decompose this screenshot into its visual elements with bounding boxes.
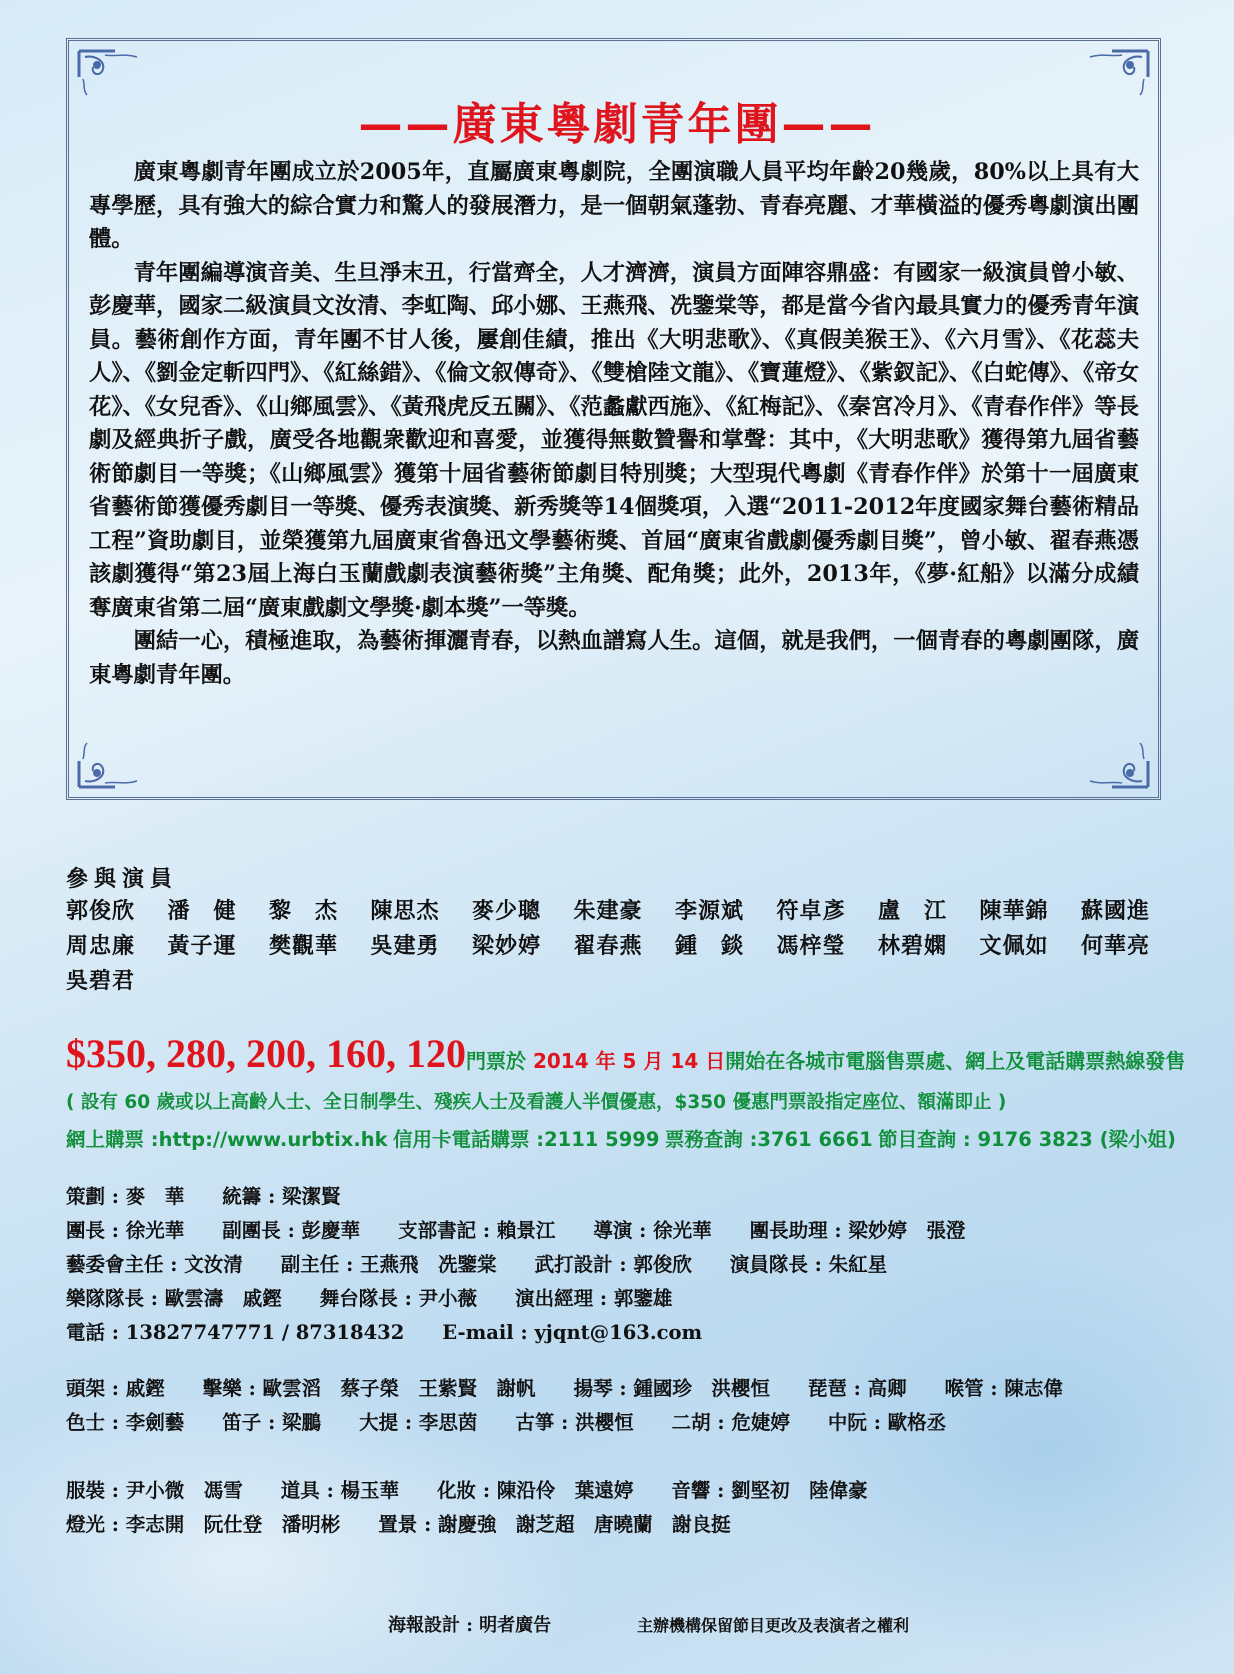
credit-row — [66, 1180, 1176, 1214]
credit-item: 揚琴 : 鍾國珍 洪櫻恒 — [573, 1377, 770, 1400]
credit-item: 色士 : 李劍藝 — [66, 1411, 185, 1434]
credit-item: 舞台隊長 : 尹小薇 — [319, 1287, 478, 1310]
cast-list — [66, 896, 1176, 996]
credit-item: 燈光 : 李志開 阮仕登 潘明彬 — [66, 1513, 341, 1536]
credit-item: 古箏 : 洪櫻恒 — [515, 1411, 634, 1434]
credit-item: 二胡 : 危婕婷 — [671, 1411, 790, 1434]
page-title: ——廣東粵劇青年團—— — [358, 99, 876, 150]
credit-item: 化妝 : 陳沿伶 葉遠婷 — [437, 1479, 634, 1502]
concession-note: ( 設有 60 歲或以上高齡人士、全日制學生、殘疾人士及看護人半價優惠，$350 優惠門票設指定座位、額滿即止 ) — [66, 1092, 1007, 1113]
credit-item: 大提 : 李思茵 — [359, 1411, 478, 1434]
credit-item: 樂隊隊長 : 歐雲濤 戚鏗 — [66, 1287, 282, 1310]
cast-member: 馮梓瑩 — [776, 933, 846, 959]
corner-ornament-icon — [75, 741, 145, 791]
credit-row — [66, 1214, 1176, 1248]
credits-management — [66, 1180, 1176, 1350]
ticket-prices: $350, 280, 200, 160, 120 — [66, 1031, 466, 1076]
credit-row — [66, 1282, 1176, 1316]
cast-member: 郭俊欣 — [66, 898, 136, 924]
credit-row — [66, 1316, 1176, 1350]
cast-member: 朱建豪 — [573, 898, 643, 924]
credit-item: 喉管 : 陳志偉 — [944, 1377, 1063, 1400]
credit-item: 導演 : 徐光華 — [593, 1219, 712, 1242]
ticket-enquiry: 票務查詢 :3761 6661 — [664, 1128, 873, 1151]
cast-member: 周忠廉 — [66, 933, 136, 959]
credit-item: 策劃 : 麥 華 — [66, 1185, 185, 1208]
corner-ornament-icon — [1082, 741, 1152, 791]
credit-item: 電話 : 13827747771 / 87318432 — [66, 1321, 405, 1344]
sale-suffix: 開始在各城市電腦售票處、網上及電話購票熱線發售 — [725, 1049, 1186, 1073]
credit-row — [66, 1508, 1176, 1542]
intro-text — [89, 156, 1139, 692]
cast-member: 蘇國進 — [1081, 898, 1151, 924]
credit-item: 笛子 : 梁鵬 — [222, 1411, 322, 1434]
cast-member: 麥少聰 — [472, 898, 542, 924]
cast-member: 何華亮 — [1081, 933, 1151, 959]
credits-stage — [66, 1474, 1176, 1542]
cast-member: 吳建勇 — [370, 933, 440, 959]
cast-member: 陳華錦 — [979, 898, 1049, 924]
ticket-contacts — [66, 1124, 1176, 1152]
credit-item: 置景 : 謝慶強 謝芝超 唐曉蘭 謝良挺 — [378, 1513, 731, 1536]
credit-item: 演出經理 : 郭鑒雄 — [515, 1287, 673, 1310]
credit-item: 音響 : 劉堅初 陸偉豪 — [671, 1479, 868, 1502]
cast-member: 盧 江 — [878, 898, 948, 924]
cast-member: 黎 杰 — [269, 898, 339, 924]
cast-member: 陳思杰 — [370, 898, 440, 924]
credit-item: 藝委會主任 : 文汝清 — [66, 1253, 243, 1276]
credit-row — [66, 1372, 1176, 1406]
cast-member: 李源斌 — [675, 898, 745, 924]
credit-item: 團長 : 徐光華 — [66, 1219, 185, 1242]
credit-item: 支部書記 : 賴景江 — [398, 1219, 556, 1242]
cast-member: 翟春燕 — [573, 933, 643, 959]
credit-item: 中阮 : 歐格丞 — [827, 1411, 947, 1434]
credit-item: 道具 : 楊玉華 — [280, 1479, 400, 1502]
poster-design-credit: 海報設計 : 明者廣告 — [388, 1615, 552, 1636]
cast-member: 文佩如 — [979, 933, 1049, 959]
credit-row — [66, 1406, 1176, 1440]
credit-row — [66, 1248, 1176, 1282]
credit-item: 擊樂 : 歐雲滔 蔡子榮 王紫賢 謝帆 — [202, 1377, 536, 1400]
sale-info — [466, 1045, 1185, 1074]
credit-item: 團長助理 : 梁妙婷 張澄 — [749, 1219, 966, 1242]
credit-item: 統籌 : 梁潔賢 — [222, 1185, 341, 1208]
intro-paragraph: 廣東粵劇青年團成立於2005年，直屬廣東粵劇院，全團演職人員平均年齡20幾歲，80%以上具有大專學歷，具有強大的綜合實力和驚人的發展潛力，是一個朝氣蓬勃、青春亮麗、才華橫溢的優秀粵劇演出團體。 — [89, 159, 1139, 252]
intro-paragraph: 團結一心，積極進取，為藝術揮灑青春，以熱血譜寫人生。這個，就是我們，一個青春的粵劇團隊，廣東粵劇青年團。 — [89, 628, 1139, 688]
cast-member: 符卓彥 — [776, 898, 846, 924]
credit-item: 服裝 : 尹小微 馮雪 — [66, 1479, 243, 1502]
cast-member: 黃子運 — [167, 933, 237, 959]
rights-notice: 主辦機構保留節目更改及表演者之權利 — [637, 1616, 910, 1635]
credit-item: E-mail : yjqnt@163.com — [442, 1321, 703, 1344]
credit-item: 琵琶 : 高卿 — [807, 1377, 907, 1400]
cast-member: 鍾 錟 — [675, 933, 745, 959]
phone-booking: 信用卡電話購票 :2111 5999 — [393, 1128, 660, 1151]
program-enquiry: 節目查詢 : 9176 3823 (梁小姐) — [878, 1128, 1176, 1151]
credit-item: 副主任 : 王燕飛 冼鑒棠 — [280, 1253, 497, 1276]
sale-prefix: 門票於 — [466, 1049, 526, 1073]
credit-row — [66, 1474, 1176, 1508]
credits-band — [66, 1372, 1176, 1440]
cast-member: 林碧嫻 — [878, 933, 948, 959]
intro-paragraph: 青年團編導演音美、生旦淨末丑，行當齊全，人才濟濟，演員方面陣容鼎盛：有國家一級演員曾小敏、彭慶華，國家二級演員文汝清、李虹陶、邱小娜、王燕飛、冼鑒棠等，都是當今省內最具實力的優秀青年演員。藝術創作方面，青年團不甘人後，屢創佳績，推出《大明悲歌》、《真假美猴王》、《六月雪》、《花蕊夫人》、《劉金定斬四門》、《紅絲錯》、《倫文叙傳奇》、《雙槍陸文龍》、《寶蓮燈》、《紫釵記》、《白蛇傳》、《帝女花》、《女兒香》、《山鄉風雲》、《黃飛虎反五關》、《范蠡獻西施》、《紅梅記》、《秦宮冷月》、《青春作伴》等長劇及經典折子戲，廣受各地觀衆歡迎和喜愛，並獲得無數贊譽和掌聲：其中，《大明悲歌》獲得第九屆省藝術節劇目一等獎；《山鄉風雲》獲第十屆省藝術節劇目特別獎；大型現代粵劇《青春作伴》於第十一屆廣東省藝術節獲優秀劇目一等獎、優秀表演獎、新秀獎等14個獎項，入選“2011-2012年度國家舞台藝術精品工程”資助劇目，並榮獲第九屆廣東省魯迅文學藝術獎、首屆“廣東省戲劇優秀劇目獎”，曾小敏、翟春燕憑該劇獲得“第23屆上海白玉蘭戲劇表演藝術獎”主角獎、配角獎；此外，2013年，《夢·紅船》以滿分成績奪廣東省第二屆“廣東戲劇文學獎·劇本獎”一等獎。 — [89, 259, 1139, 621]
cast-member: 潘 健 — [167, 898, 237, 924]
credit-item: 頭架 : 戚鏗 — [66, 1377, 165, 1400]
sale-date: 2014 年 5 月 14 日 — [532, 1049, 726, 1073]
cast-member: 吳碧君 — [66, 968, 136, 994]
credit-item: 演員隊長 : 朱紅星 — [729, 1253, 888, 1276]
credit-item: 武打設計 : 郭俊欣 — [534, 1253, 692, 1276]
cast-member: 樊觀華 — [269, 933, 339, 959]
online-booking-link[interactable]: 網上購票 :http://www.urbtix.hk — [66, 1128, 388, 1151]
cast-heading: 參與演員 — [66, 866, 179, 892]
cast-member: 梁妙婷 — [472, 933, 542, 959]
credit-item: 副團長 : 彭慶華 — [222, 1219, 361, 1242]
